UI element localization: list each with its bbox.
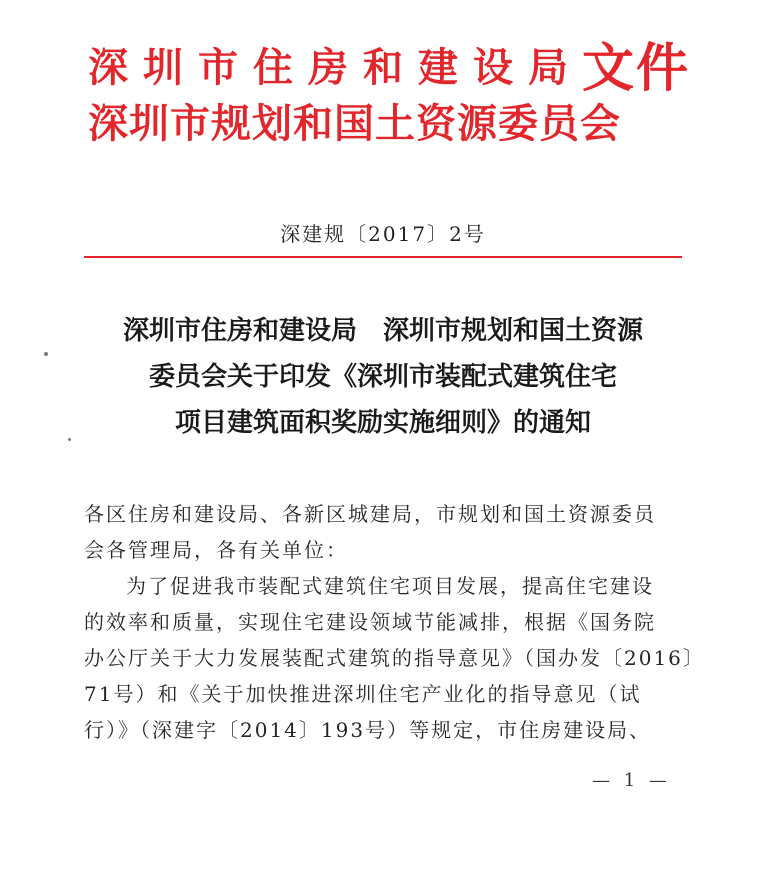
issuer-line-1: 深圳市住房和建设局 [88, 45, 583, 91]
page-number: — 1 — [592, 770, 671, 791]
body-text [84, 496, 705, 748]
title-line-1: 深圳市住房和建设局 深圳市规划和国土资源 [122, 316, 643, 346]
red-separator-line [84, 256, 682, 258]
document-number: 深建规〔2017〕2号 [280, 222, 486, 246]
issuer-line-2: 深圳市规划和国土资源委员会 [88, 101, 621, 147]
scan-speck [68, 438, 71, 441]
doc-type-label: 文件 [582, 39, 691, 99]
notice-title [60, 308, 706, 446]
scan-speck [44, 352, 48, 356]
title-line-3: 项目建筑面积奖励实施细则》的通知 [174, 408, 591, 438]
body-line-7: 行）》（深建字〔2014〕193号）等规定，市住房建设局、 [84, 718, 652, 742]
body-line-3: 为了促进我市装配式建筑住宅项目发展，提高住宅建设 [126, 574, 654, 598]
body-line-6: 71号）和《关于加快推进深圳住宅产业化的指导意见（试 [84, 682, 642, 706]
title-line-2: 委员会关于印发《深圳市装配式建筑住宅 [148, 362, 617, 392]
body-line-2: 会各管理局，各有关单位： [84, 538, 348, 562]
body-line-4: 的效率和质量，实现住宅建设领域节能减排，根据《国务院 [84, 610, 656, 634]
body-line-1: 各区住房和建设局、各新区城建局，市规划和国土资源委员 [84, 502, 656, 526]
body-line-5: 办公厅关于大力发展装配式建筑的指导意见》（国办发〔2016〕 [84, 646, 705, 670]
